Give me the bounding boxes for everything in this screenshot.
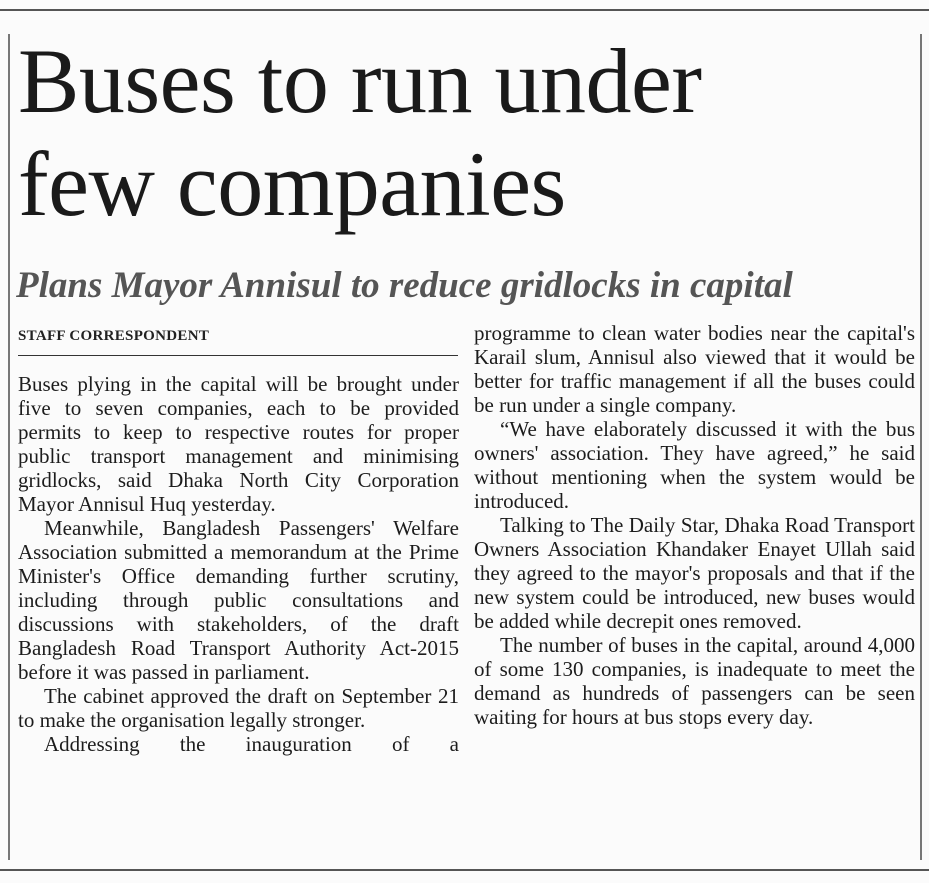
left-border-rule — [8, 34, 10, 860]
bottom-border-rule — [0, 869, 929, 871]
subheadline: Plans Mayor Annisul to reduce gridlocks in capital — [16, 265, 793, 306]
paragraph: The cabinet approved the draft on September 21 to make the organisation legally stronger. — [18, 684, 459, 732]
column-left — [18, 372, 459, 756]
byline-rule — [18, 355, 458, 356]
headline-line-2: few companies — [18, 133, 566, 235]
paragraph: Addressing the inauguration of a — [44, 732, 459, 756]
paragraph: Talking to The Daily Star, Dhaka Road Transport Owners Association Khandaker Enayet Ullah said they agreed to the mayor's proposals and that if the new system could be introduced, new buses would be added while decrepit ones removed. — [474, 513, 915, 633]
paragraph: “We have elaborately discussed it with the bus owners' association. They have agreed,” he said without mentioning when the system would be introduced. — [474, 417, 915, 513]
byline: STAFF CORRESPONDENT — [18, 328, 210, 344]
right-border-rule — [920, 34, 922, 860]
paragraph: Buses plying in the capital will be brought under five to seven companies, each to be provided permits to keep to respective routes for proper public transport management and minimising gridlocks, said Dhaka North City Corporation Mayor Annisul Huq yesterday. — [18, 372, 459, 516]
headline — [18, 30, 913, 236]
headline-line-1: Buses to run under — [18, 30, 702, 132]
top-border-rule — [0, 9, 929, 11]
paragraph: Meanwhile, Bangladesh Passengers' Welfare Association submitted a memorandum at the Prime Minister's Office demanding further scrutiny, including through public consultations and discussions with stakeholders, of the draft Bangladesh Road Transport Authority Act-2015 before it was passed in parliament. — [18, 516, 459, 684]
paragraph: programme to clean water bodies near the capital's Karail slum, Annisul also viewed that it would be better for traffic management if all the buses could be run under a single company. — [474, 321, 915, 417]
paragraph: The number of buses in the capital, around 4,000 of some 130 companies, is inadequate to meet the demand as hundreds of passengers can be seen waiting for hours at bus stops every day. — [474, 633, 915, 729]
column-right — [474, 321, 915, 729]
